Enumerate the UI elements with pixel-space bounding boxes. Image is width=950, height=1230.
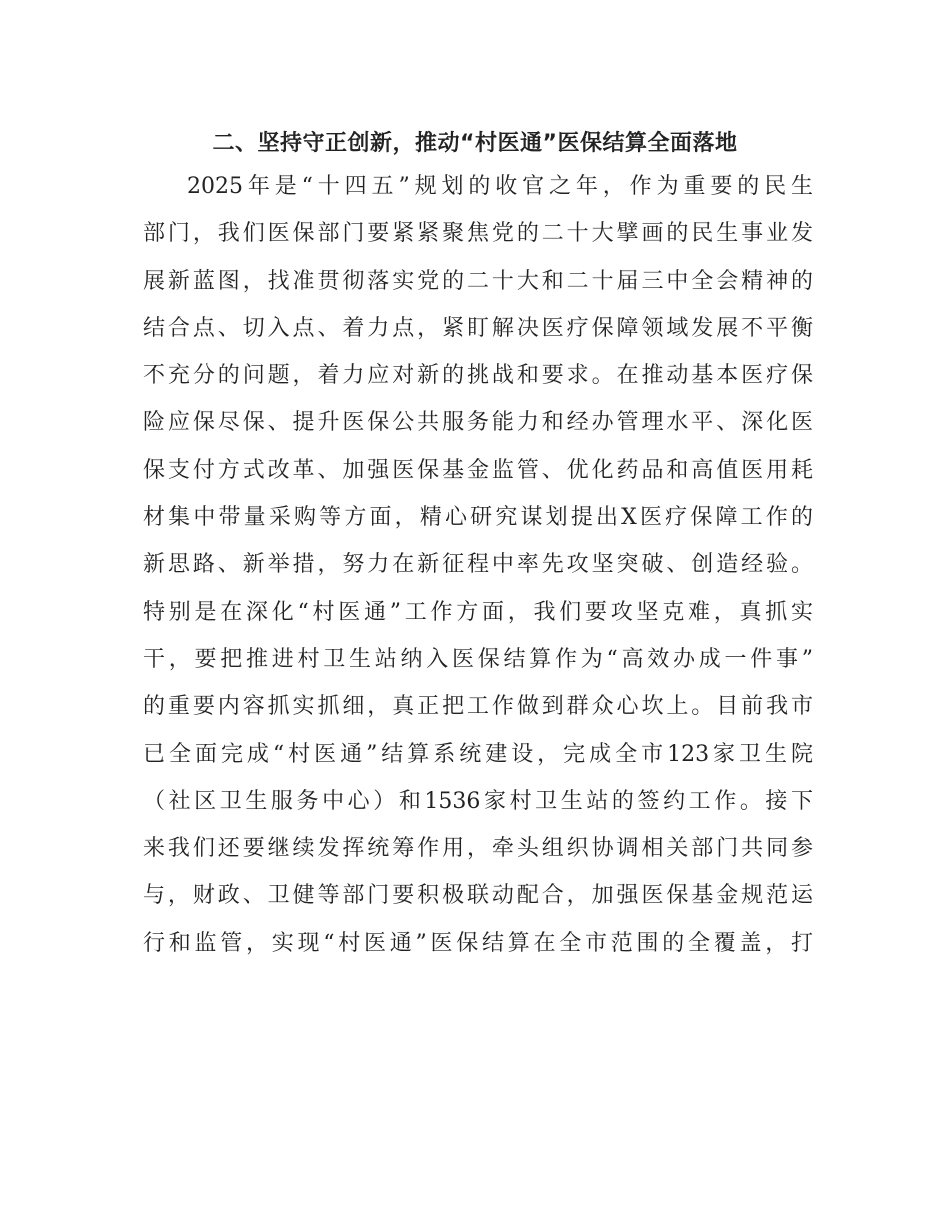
paragraph-line: 材集中带量采购等方面，精心研究谋划提出X医疗保障工作的 <box>143 505 813 531</box>
paragraph-line: 展新蓝图，找准贯彻落实党的二十大和二十届三中全会精神的 <box>143 268 813 294</box>
paragraph-line: 部门，我们医保部门要紧紧聚焦党的二十大擘画的民生事业发 <box>143 221 813 247</box>
paragraph-line: 险应保尽保、提升医保公共服务能力和经办管理水平、深化医 <box>143 410 813 436</box>
paragraph-line: 与，财政、卫健等部门要积极联动配合，加强医保基金规范运 <box>143 883 813 909</box>
paragraph-line: 干，要把推进村卫生站纳入医保结算作为“高效办成一件事” <box>143 646 813 672</box>
paragraph-line: 保支付方式改革、加强医保基金监管、优化药品和高值医用耗 <box>143 457 813 483</box>
paragraph-line: 结合点、切入点、着力点，紧盯解决医疗保障领域发展不平衡 <box>143 315 813 341</box>
paragraph-line: 不充分的问题，着力应对新的挑战和要求。在推动基本医疗保 <box>143 363 813 389</box>
paragraph-line: 特别是在深化“村医通”工作方面，我们要攻坚克难，真抓实 <box>143 599 813 625</box>
section-heading: 二、坚持守正创新，推动“村医通”医保结算全面落地 <box>212 131 738 156</box>
paragraph-line: 新思路、新举措，努力在新征程中率先攻坚突破、创造经验。 <box>143 552 813 578</box>
paragraph-line: 的重要内容抓实抓细，真正把工作做到群众心坎上。目前我市 <box>143 694 813 720</box>
paragraph-line: 行和监管，实现“村医通”医保结算在全市范围的全覆盖，打 <box>143 930 813 956</box>
paragraph-line: 2025年是“十四五”规划的收官之年，作为重要的民生 <box>187 174 813 199</box>
paragraph-line: 已全面完成“村医通”结算系统建设，完成全市123家卫生院 <box>143 741 813 767</box>
paragraph-line: （社区卫生服务中心）和1536家村卫生站的签约工作。接下 <box>143 788 813 814</box>
body-paragraph <box>143 163 813 967</box>
paragraph-line: 来我们还要继续发挥统筹作用，牵头组织协调相关部门共同参 <box>143 836 813 862</box>
